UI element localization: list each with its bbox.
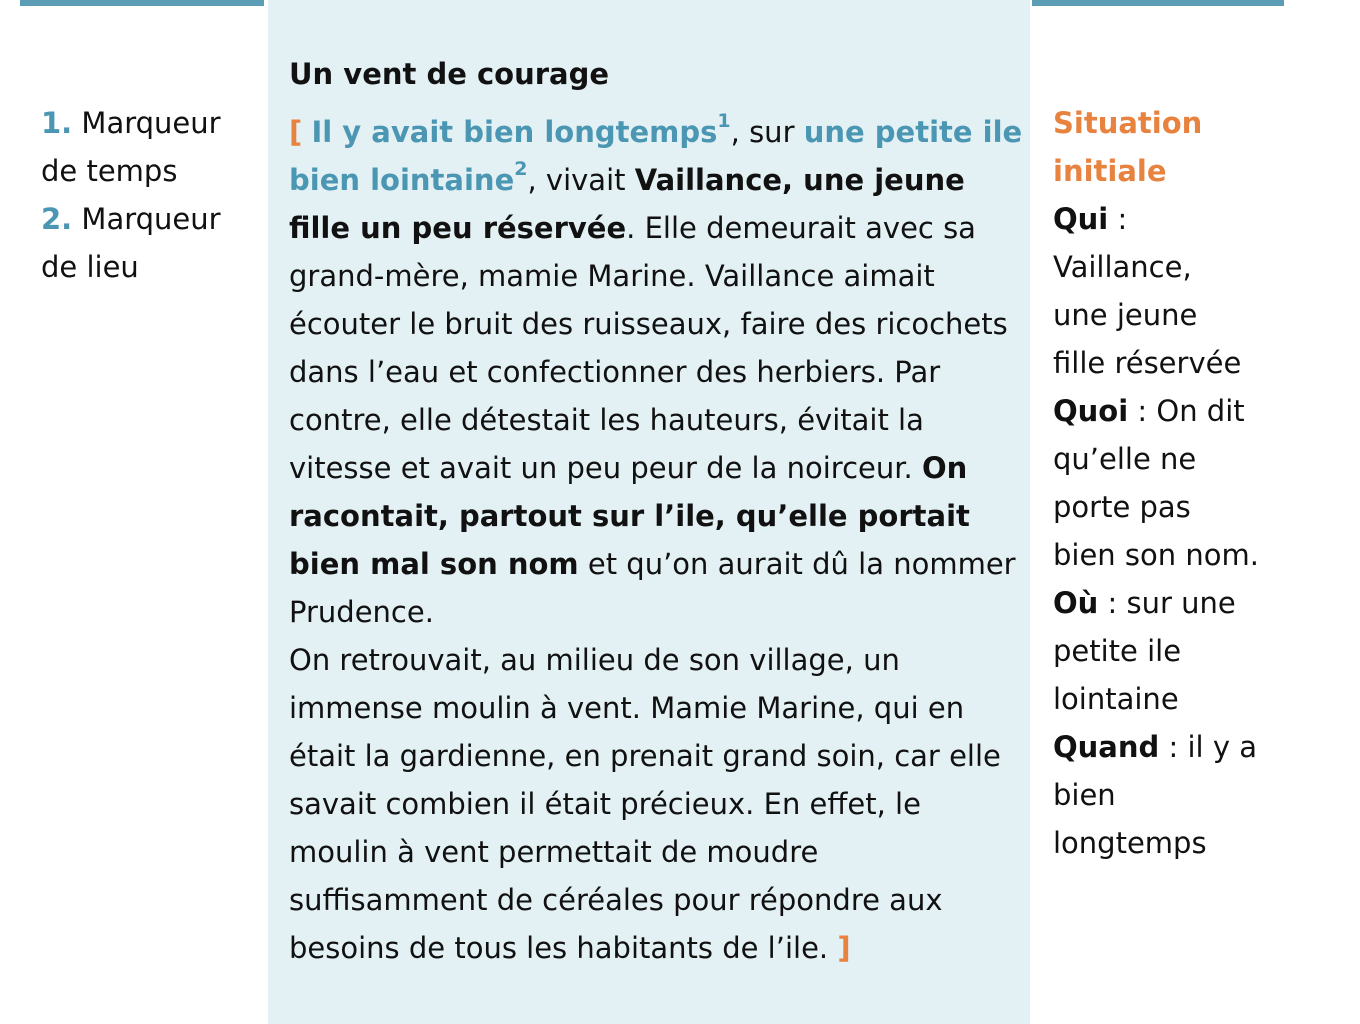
situation-heading-cont: initiale: [1053, 154, 1167, 188]
story-content: [289, 50, 1024, 972]
story-paragraph-1: [289, 108, 1024, 636]
time-marker-sup: 1: [717, 110, 731, 133]
qui-value: Vaillance,: [1053, 250, 1192, 284]
story-text: . Elle demeurait avec sa grand-mère, mamie Marine. Vaillance aimait écouter le bruit des ruisseaux, faire des ricochets dans l’eau et confectionner des herbiers. Par contre, elle détestait les hauteurs, évitait la vitesse et avait un peu peur de la noirceur.: [289, 211, 1008, 485]
quoi-value: porte pas: [1053, 490, 1191, 524]
ou-label: Où: [1053, 586, 1099, 620]
character-highlight: Vaillance, une jeune fille un peu réservée: [289, 163, 965, 245]
ou-value: lointaine: [1053, 682, 1179, 716]
note-label-cont: de temps: [41, 154, 178, 188]
qui-row: Qui :: [1053, 202, 1128, 236]
place-marker-sup: 2: [514, 158, 528, 181]
top-bar-left: [20, 0, 264, 6]
note-label-cont: de lieu: [41, 250, 139, 284]
story-text: et qu’on aurait dû la nommer Prudence.: [289, 547, 1016, 629]
ou-value: petite ile: [1053, 634, 1182, 668]
rumor-highlight: On racontait, partout sur l’ile, qu’elle portait bien mal son nom: [289, 451, 970, 581]
quand-value: bien: [1053, 778, 1116, 812]
note-number: 1.: [41, 106, 73, 140]
quand-label: Quand: [1053, 730, 1160, 764]
story-paragraph-2: On retrouvait, au milieu de son village, un immense moulin à vent. Mamie Marine, qui en était la gardienne, en prenait grand soin, car elle savait combien il était précieux. En effet, le moulin à vent permettait de moudre suffisamment de céréales pour répondre aux besoins de tous les habitants de l’ile. ]: [289, 643, 1001, 965]
qui-label: Qui: [1053, 202, 1109, 236]
note-label: Marqueur: [81, 106, 221, 140]
situation-heading: Situation: [1053, 106, 1203, 140]
ou-row: Où : sur une: [1053, 586, 1236, 620]
quand-value: longtemps: [1053, 826, 1207, 860]
story-title: Un vent de courage: [289, 57, 610, 91]
note-place-marker: [41, 195, 261, 291]
note-time-marker: [41, 99, 261, 195]
quoi-value: bien son nom.: [1053, 538, 1259, 572]
quoi-label: Quoi: [1053, 394, 1129, 428]
story-text: , sur: [730, 115, 804, 149]
bracket-close: ]: [837, 931, 851, 965]
note-label: Marqueur: [81, 202, 221, 236]
note-number: 2.: [41, 202, 73, 236]
left-notes: [41, 99, 261, 291]
story-text: , vivait: [527, 163, 635, 197]
place-marker: une petite ile bien lointaine$^2$: [289, 115, 1023, 197]
time-marker: Il y avait bien longtemps$^1$: [311, 110, 731, 149]
right-notes: [1053, 99, 1283, 867]
top-bar-right: [1032, 0, 1284, 6]
bracket-open: [: [289, 115, 303, 149]
quoi-row: Quoi : On dit: [1053, 394, 1245, 428]
qui-value: fille réservée: [1053, 346, 1242, 380]
quand-row: Quand : il y a: [1053, 730, 1257, 764]
story-panel: [268, 0, 1030, 1024]
qui-value: une jeune: [1053, 298, 1198, 332]
quoi-value: qu’elle ne: [1053, 442, 1197, 476]
